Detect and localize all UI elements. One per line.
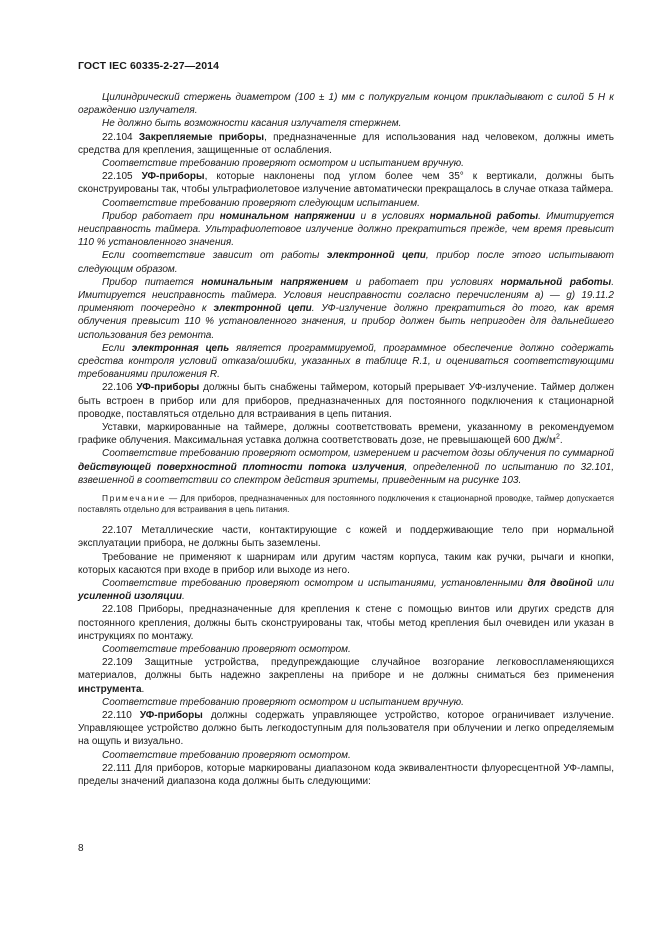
text-run: и в условиях: [355, 210, 430, 222]
paragraph: [78, 749, 614, 762]
text-run: Прибор работает при: [102, 210, 220, 222]
paragraph: [78, 709, 614, 749]
bold-term: УФ-приборы: [139, 709, 203, 721]
text-run: 22.109 Защитные устройства, предупреждающие случайное возгорание легковоспламеняющихся материалов, должны быть надежно закреплены на приборе и не должны сниматься без применения: [78, 657, 614, 682]
text-run: Требование не применяют к шарнирам или другим частям корпуса, таким как ручки, рычаги и кнопки, которых касаются при входе в прибор или выходе из него.: [78, 551, 614, 576]
bold-term: действующей поверхностной плотности потока излучения: [78, 461, 405, 473]
paragraph: [78, 197, 614, 210]
text-run: Соответствие требованию проверяют осмотром.: [102, 749, 351, 761]
paragraph: [78, 643, 614, 656]
text-run: Соответствие требованию проверяют осмотром и испытанием вручную.: [102, 696, 464, 708]
paragraph: [78, 656, 614, 696]
document-header: ГОСТ IEC 60335-2-27—2014: [78, 60, 220, 72]
text-run: . УФ-излучение должно прекратиться до того, как время облучения превысит 110 % установленного значения, и прибор должен быть непригоден для дальнейшего использования без ремонта.: [78, 303, 615, 341]
text-run: Уставки, маркированные на таймере, должны соответствовать времени, указанному в рекомендуемом графике облучения. Максимальная уставка должна соответствовать дозе, не превышающей 600 Дж/м: [78, 422, 614, 447]
paragraph: [78, 117, 614, 130]
note-label: Примечание: [102, 493, 167, 504]
text-run: Соответствие требованию проверяют следующим испытанием.: [102, 197, 420, 209]
paragraph: [78, 762, 614, 788]
text-run: , предназначенные для использования над человеком, должны иметь средства для крепления, защищенные от ослабления.: [78, 131, 614, 156]
text-run: , которые наклонены под углом более чем 35° к вертикали, должны быть сконструированы так, чтобы ультрафиолетовое излучение автоматически прекращалось в случае отказа таймера.: [78, 171, 614, 196]
text-run: или: [592, 577, 615, 589]
bold-term: номинальном напряжении: [219, 210, 356, 222]
text-run: Соответствие требованию проверяют осмотром.: [102, 643, 351, 655]
bold-term: Закрепляемые приборы: [138, 131, 265, 143]
bold-term: электронной цепи: [213, 303, 312, 315]
paragraph: [78, 131, 614, 157]
paragraph: [78, 210, 614, 250]
paragraph: [78, 603, 614, 643]
bold-term: нормальной работы: [429, 210, 539, 222]
text-run: Соответствие требованию проверяют осмотром и испытанием вручную.: [102, 158, 464, 170]
text-run: 22.110: [102, 709, 140, 721]
text-run: . Имитируется неисправность таймера. Ультрафиолетовое излучение должно прекратиться прежде, чем время превысит 110 % установленного значения.: [78, 210, 614, 249]
document-body: [78, 91, 614, 788]
text-run: должны быть снабжены таймером, который прерывает УФ-излучение. Таймер должен быть встроен в прибор или для приборов, предназначенных для постоянного подключения к стационарной проводке, поставляться отдельно для встраивания в цепь питания.: [78, 382, 614, 420]
bold-term: для двойной: [527, 577, 593, 589]
text-run: Если: [102, 342, 132, 354]
text-run: — Для приборов, предназначенных для постоянного подключения к стационарной проводке, таймер допускается поставлять отдельно для встраивания в цепь питания.: [78, 493, 614, 515]
paragraph: [78, 696, 614, 709]
text-run: и работает при условиях: [348, 276, 501, 288]
text-run: 22.105: [102, 171, 142, 183]
text-run: Не должно быть возможности касания излучателя стержнем.: [102, 118, 402, 130]
text-run: Если соответствие зависит от работы: [102, 250, 327, 262]
text-run: .: [141, 683, 145, 695]
paragraph: [78, 577, 614, 603]
bold-term: инструмента: [78, 683, 142, 695]
bold-term: электронная цепь: [131, 342, 230, 354]
text-run: Цилиндрический стержень диаметром (100 ± 1) мм с полукруглым концом прикладывают с силой 5 Н к ограждению излучателя.: [78, 92, 614, 117]
text-run: Соответствие требованию проверяют осмотром, измерением и расчетом дозы облучения по суммарной: [102, 448, 614, 460]
text-run: .: [559, 435, 563, 447]
paragraph: [78, 421, 614, 447]
paragraph: [78, 381, 614, 421]
bold-term: УФ-приборы: [141, 171, 205, 183]
paragraph: [78, 447, 614, 487]
bold-term: номинальным напряжением: [201, 276, 349, 288]
text-run: Соответствие требованию проверяют осмотром и испытаниями, установленными: [102, 577, 528, 589]
paragraph: [78, 524, 614, 550]
bold-term: нормальной работы: [500, 276, 612, 288]
text-run: 22.107 Металлические части, контактирующие с кожей и поддерживающие тело при нормальной эксплуатации прибора, не должны быть заземлены.: [78, 525, 614, 550]
paragraph: [78, 249, 614, 275]
text-run: .: [181, 591, 185, 603]
text-run: 22.108 Приборы, предназначенные для крепления к стене с помощью винтов или других средств для постоянного крепления, должны быть сконструированы так, чтобы метод крепления был очевиден или указан в инструкциях по монтажу.: [78, 604, 614, 642]
bold-term: УФ-приборы: [136, 382, 200, 394]
text-run: Прибор питается: [102, 276, 202, 288]
paragraph: [78, 342, 614, 382]
note-paragraph: [78, 493, 614, 515]
paragraph: [78, 91, 614, 117]
bold-term: усиленной изоляции: [78, 591, 182, 603]
paragraph: [78, 157, 614, 170]
superscript: 2: [555, 433, 560, 441]
paragraph: [78, 170, 614, 196]
paragraph: [78, 551, 614, 577]
text-run: 22.104: [102, 131, 139, 143]
page-number: 8: [78, 843, 84, 854]
text-run: является программируемой, программное обеспечение должно содержать средства контроля условий отказа/ошибки, указанных в таблице R.1, и оцениваться соответствующими требованиями приложения R.: [78, 342, 614, 381]
text-run: , определенной по испытанию по 32.101, взвешенной в соответствии со спектром действия эритемы, приведенным на рисунке 103.: [78, 461, 614, 486]
paragraph: [78, 276, 614, 342]
text-run: 22.111 Для приборов, которые маркированы диапазоном кода эквивалентности флуоресцентной УФ-лампы, пределы значений диапазона кода должны быть следующими:: [78, 762, 614, 787]
text-run: . Имитируется неисправность таймера. Условия неисправности согласно перечислениям a) — g) 19.11.2 применяют поочередно к: [78, 276, 615, 315]
text-run: 22.106: [102, 382, 137, 394]
bold-term: электронной цепи: [326, 250, 426, 262]
text-run: , прибор после этого испытывают следующим образом.: [78, 250, 614, 275]
text-run: должны содержать управляющее устройство, которое ограничивает излучение. Управляющее устройство должно быть легкодоступным для пользователя при облучении и легко определяемым на ощупь и визуально.: [78, 709, 614, 748]
